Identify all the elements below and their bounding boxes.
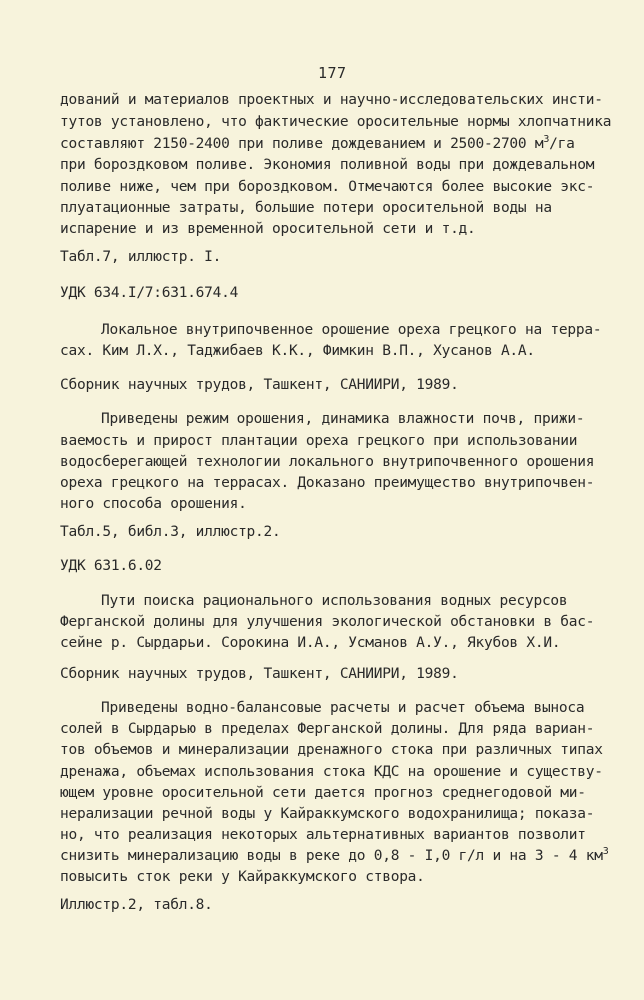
reference-line: Табл.7, иллюстр. I. <box>60 249 222 265</box>
superscript: 3 <box>543 134 550 146</box>
text-line: ющем уровне оросительной сети дается прогноз среднегодовой ми- <box>60 785 586 801</box>
text-line: нерализации речной воды у Кайраккумского водохранилища; показа- <box>60 806 595 822</box>
text-line: Приведены режим орошения, динамика влажности почв, прижи- <box>101 411 585 427</box>
text-line: испарение и из временной оросительной сети и т.д. <box>60 221 476 237</box>
text-line: тов объемов и минерализации дренажного стока при различных типах <box>60 742 603 758</box>
text-line: ваемость и прирост плантации ореха грецкого при использовании <box>60 433 578 449</box>
text-line: ореха грецкого на террасах. Доказано преимущество внутрипочвен- <box>60 475 595 491</box>
text-line: составляют 2150-2400 при поливе дождеванием и 2500-2700 $м^3/га$ <box>60 134 575 152</box>
udk-code: УДК 631.6.02 <box>60 558 162 574</box>
text-line: Приведены водно-балансовые расчеты и расчет объема выноса <box>101 700 585 716</box>
text-line: дренажа, объемах использования стока КДС на орошение и существу- <box>60 764 603 780</box>
text-line: дований и материалов проектных и научно-исследовательских инсти- <box>60 92 603 108</box>
reference-line: Табл.5, библ.3, иллюстр.2. <box>60 524 281 540</box>
abstract-title-line: Локальное внутрипочвенное орошение ореха грецкого на терра- <box>101 322 602 338</box>
abstract-title-line: Ферганской долины для улучшения экологической обстановки в бас- <box>60 614 595 630</box>
text-line: повысить сток реки у Кайраккумского створа. <box>60 869 425 885</box>
text-line: солей в Сырдарью в пределах Ферганской долины. Для ряда вариан- <box>60 721 595 737</box>
abstract-title-line: Пути поиска рационального использования водных ресурсов <box>101 593 568 609</box>
text-line: ного способа орошения. <box>60 496 247 512</box>
page-number: 177 <box>318 64 347 82</box>
superscript: 3 <box>602 846 609 858</box>
text-line: при бороздковом поливе. Экономия поливной воды при дождевальном <box>60 157 595 173</box>
text-line: плуатационные затраты, большие потери оросительной воды на <box>60 200 552 216</box>
text-line: тутов установлено, что фактические оросительные нормы хлопчатника <box>60 114 612 130</box>
udk-code: УДК 634.I/7:631.674.4 <box>60 285 239 301</box>
text-line: водосберегающей технологии локального внутрипочвенного орошения <box>60 454 595 470</box>
source-line: Сборник научных трудов, Ташкент, САНИИРИ, 1989. <box>60 666 459 682</box>
text-line: но, что реализация некоторых альтернативных вариантов позволит <box>60 827 586 843</box>
text-line: поливе ниже, чем при бороздковом. Отмечаются более высокие экс- <box>60 179 595 195</box>
reference-line: Иллюстр.2, табл.8. <box>60 897 213 913</box>
abstract-title-line: сах. Ким Л.Х., Таджибаев К.К., Фимкин В.П., Хусанов А.А. <box>60 343 535 359</box>
source-line: Сборник научных трудов, Ташкент, САНИИРИ, 1989. <box>60 377 459 393</box>
abstract-title-line: сейне р. Сырдарьи. Сорокина И.А., Усманов А.У., Якубов Х.И. <box>60 635 561 651</box>
text-line: снизить минерализацию воды в реке до 0,8 - I,0 г/л и на 3 - 4 $км^3$ <box>60 846 609 864</box>
